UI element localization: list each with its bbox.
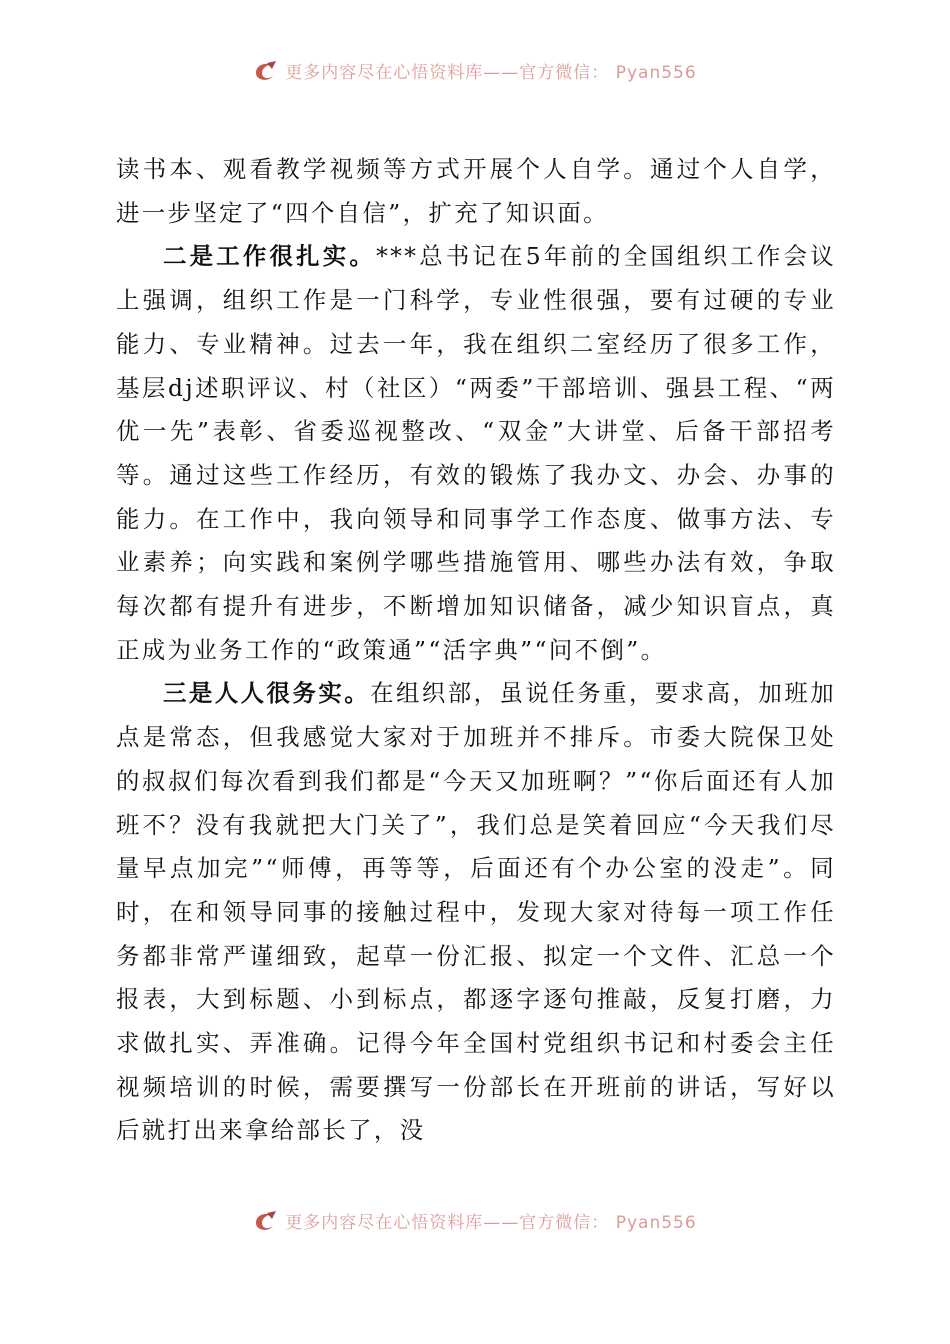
footer-watermark (0, 1208, 950, 1233)
paragraph-3-body: 在组织部，虽说任务重，要求高，加班加点是常态，但我感觉大家对于加班并不排斥。市委大院保卫处的叔叔们每次看到我们都是“今天又加班啊？”“你后面还有人加班不？没有我就把大门关了”，我们总是笑着回应“今天我们尽量早点加完”“师傅，再等等，后面还有个办公室的没走”。同时，在和领导同事的接触过程中，发现大家对待每一项工作任务都非常严谨细致，起草一份汇报、拟定一个文件、汇总一个报表，大到标题、小到标点，都逐字逐句推敲，反复打磨，力求做扎实、弄准确。记得今年全国村党组织书记和村委会主任视频培训的时候，需要撰写一份部长在开班前的讲话，写好以后就打出来拿给部长了，没 (116, 679, 836, 1145)
paragraph-3-heading: 三是人人很务实。 (163, 679, 371, 708)
paragraph-1-body: 读书本、观看教学视频等方式开展个人自学。通过个人自学，进一步坚定了“四个自信”，扩充了知识面。 (116, 155, 836, 227)
watermark-text: 更多内容尽在心悟资料库——官方微信： Pyan556 (285, 1213, 697, 1233)
logo-icon (253, 1209, 279, 1233)
header-watermark (0, 58, 950, 83)
paragraph-3 (116, 672, 836, 1153)
logo-icon (253, 59, 279, 83)
paragraph-2 (116, 235, 836, 672)
document-body (116, 148, 836, 1153)
paragraph-2-heading: 二是工作很扎实。 (163, 242, 377, 271)
paragraph-2-body: ***总书记在5年前的全国组织工作会议上强调，组织工作是一门科学，专业性很强，要有过硬的专业能力、专业精神。过去一年，我在组织二室经历了很多工作，基层dj述职评议、村（社区）“两委”干部培训、强县工程、“两优一先”表彰、省委巡视整改、“双金”大讲堂、后备干部招考等。通过这些工作经历，有效的锻炼了我办文、办会、办事的能力。在工作中，我向领导和同事学工作态度、做事方法、专业素养；向实践和案例学哪些措施管用、哪些办法有效，争取每次都有提升有进步，不断增加知识储备，减少知识盲点，真正成为业务工作的“政策通”“活字典”“问不倒”。 (116, 242, 836, 664)
watermark-text: 更多内容尽在心悟资料库——官方微信： Pyan556 (285, 63, 697, 83)
paragraph-1 (116, 148, 836, 235)
